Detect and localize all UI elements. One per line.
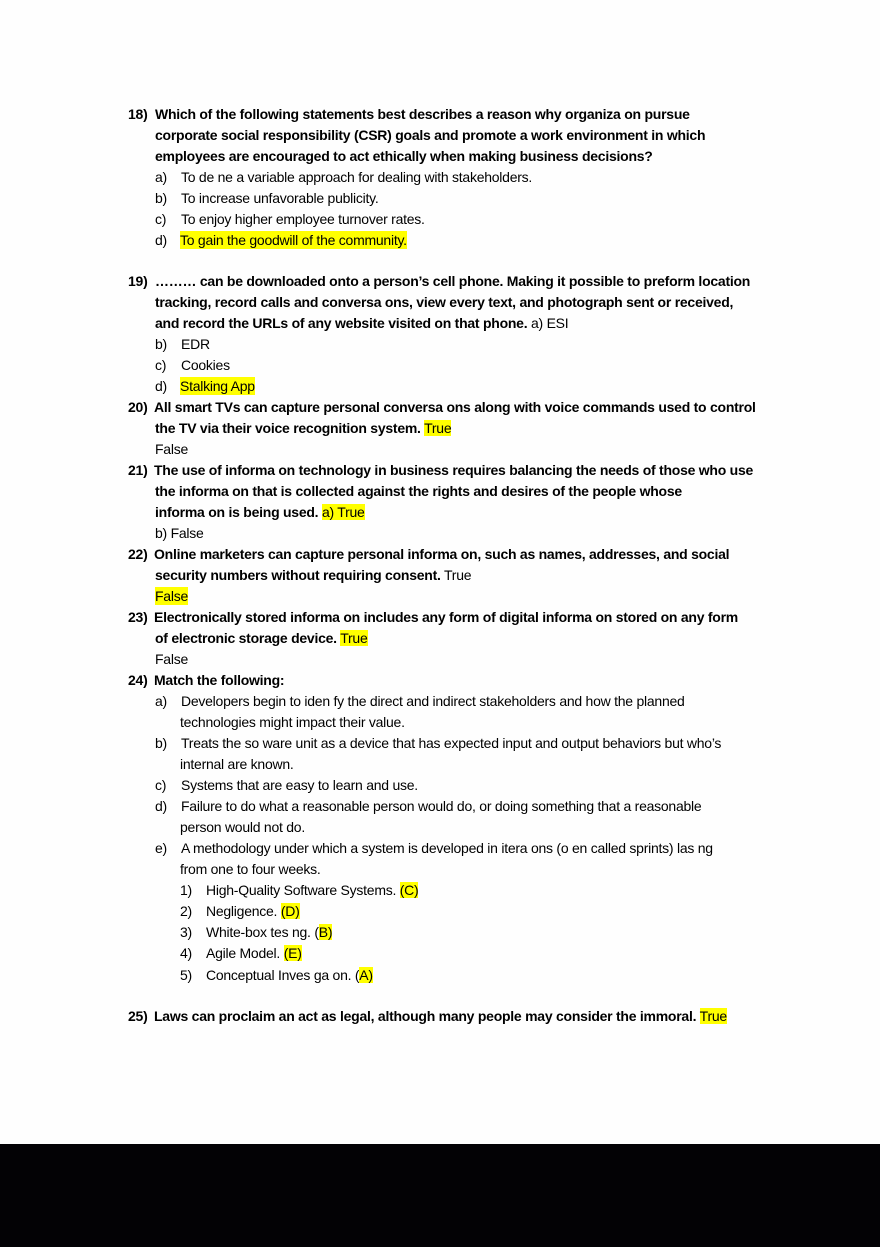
question-number: 25) <box>128 1008 148 1024</box>
term-answer-highlighted: B) <box>318 924 333 940</box>
term-answer-highlighted: (E) <box>283 945 302 961</box>
answer-highlighted: True <box>424 420 452 436</box>
term-label: 2) <box>180 903 192 919</box>
option-text-highlighted: Stalking App <box>180 378 255 394</box>
question-stem-line <box>155 629 368 647</box>
question-stem: Electronically stored informa on includes any form of digital informa on stored on any form <box>154 609 739 625</box>
term-answer-highlighted: A) <box>359 967 373 983</box>
term-label: 3) <box>180 924 192 940</box>
option-label: a) <box>155 169 167 185</box>
definition-label: d) <box>155 798 167 814</box>
question-stem: the TV via their voice recognition system. <box>155 420 421 436</box>
question-number: 18) <box>128 106 148 122</box>
question-number: 22) <box>128 546 148 562</box>
question-stem: Match the following: <box>154 672 285 688</box>
term-label: 1) <box>180 882 192 898</box>
answer-highlighted: True <box>340 630 368 646</box>
option-text: To de ne a variable approach for dealing with stakeholders. <box>181 169 533 185</box>
inline-option: a) ESI <box>531 315 569 331</box>
option-text: EDR <box>181 336 210 352</box>
question-number: 19) <box>128 273 148 289</box>
question-stem-line <box>155 566 471 584</box>
question-stem: security numbers without requiring consent. <box>155 567 441 583</box>
option-label: c) <box>155 357 167 373</box>
term-row <box>206 923 332 941</box>
definition-text: Systems that are easy to learn and use. <box>181 777 418 793</box>
definition-label: a) <box>155 693 167 709</box>
term-text: White-box tes ng. ( <box>206 924 319 940</box>
option-text: To increase unfavorable publicity. <box>181 190 379 206</box>
definition-text: Treats the so ware unit as a device that has expected input and output behaviors but who’s <box>181 735 722 751</box>
term-text: Conceptual Inves ga on. ( <box>206 967 360 983</box>
question-stem: The use of informa on technology in business requires balancing the needs of those who use <box>154 462 754 478</box>
definition-label: c) <box>155 777 167 793</box>
question-stem-line <box>154 1007 727 1025</box>
question-number: 20) <box>128 399 148 415</box>
question-stem: informa on is being used. <box>155 504 319 520</box>
definition-text: internal are known. <box>180 756 294 772</box>
question-stem-line <box>155 503 365 521</box>
question-stem: Online marketers can capture personal informa on, such as names, addresses, and social <box>154 546 730 562</box>
question-stem: tracking, record calls and conversa ons, view every text, and photograph sent or received, <box>155 294 734 310</box>
answer-option: b) False <box>155 525 204 541</box>
question-stem-line <box>155 314 568 332</box>
question-stem: corporate social responsibility (CSR) goals and promote a work environment in which <box>155 127 706 143</box>
question-stem: of electronic storage device. <box>155 630 337 646</box>
definition-text: from one to four weeks. <box>180 861 321 877</box>
bottom-black-bar <box>0 1144 880 1247</box>
option-label: b) <box>155 190 167 206</box>
answer-option: False <box>155 651 188 667</box>
option-label: b) <box>155 336 167 352</box>
term-text: Negligence. <box>206 903 281 919</box>
term-row <box>206 966 373 984</box>
option-text: To enjoy higher employee turnover rates. <box>181 211 425 227</box>
term-row <box>206 902 300 920</box>
question-stem: the informa on that is collected against the rights and desires of the people whose <box>155 483 682 499</box>
option-label: d) <box>155 378 167 394</box>
definition-text: Failure to do what a reasonable person would do, or doing something that a reasonable <box>181 798 702 814</box>
option-text-highlighted: To gain the goodwill of the community. <box>180 232 407 248</box>
answer-highlighted: a) True <box>321 504 365 520</box>
answer-option: True <box>444 567 472 583</box>
question-stem: and record the URLs of any website visited on that phone. <box>155 315 528 331</box>
term-text: High-Quality Software Systems. <box>206 882 400 898</box>
question-stem: employees are encouraged to act ethically when making business decisions? <box>155 148 653 164</box>
term-row <box>206 944 302 962</box>
term-row <box>206 881 418 899</box>
definition-text: A methodology under which a system is developed in itera ons (o en called sprints) las ng <box>181 840 713 856</box>
term-answer-highlighted: (C) <box>399 882 419 898</box>
definition-label: e) <box>155 840 167 856</box>
definition-text: Developers begin to iden fy the direct and indirect stakeholders and how the planned <box>181 693 685 709</box>
definition-label: b) <box>155 735 167 751</box>
option-label: c) <box>155 211 167 227</box>
option-text: Cookies <box>181 357 230 373</box>
question-stem: ……… can be downloaded onto a person’s cell phone. Making it possible to preform location <box>155 273 751 289</box>
term-answer-highlighted: (D) <box>280 903 300 919</box>
question-number: 21) <box>128 462 148 478</box>
question-stem: All smart TVs can capture personal conversa ons along with voice commands used to control <box>154 399 756 415</box>
term-label: 5) <box>180 967 192 983</box>
question-number: 23) <box>128 609 148 625</box>
answer-highlighted: False <box>155 588 188 604</box>
definition-text: person would not do. <box>180 819 305 835</box>
question-stem: Laws can proclaim an act as legal, although many people may consider the immoral. <box>154 1008 697 1024</box>
definition-text: technologies might impact their value. <box>180 714 405 730</box>
question-stem: Which of the following statements best describes a reason why organiza on pursue <box>155 106 690 122</box>
answer-option: False <box>155 441 188 457</box>
term-text: Agile Model. <box>206 945 284 961</box>
question-stem-line <box>155 419 451 437</box>
question-number: 24) <box>128 672 148 688</box>
option-label: d) <box>155 232 167 248</box>
answer-highlighted: True <box>699 1008 727 1024</box>
term-label: 4) <box>180 945 192 961</box>
